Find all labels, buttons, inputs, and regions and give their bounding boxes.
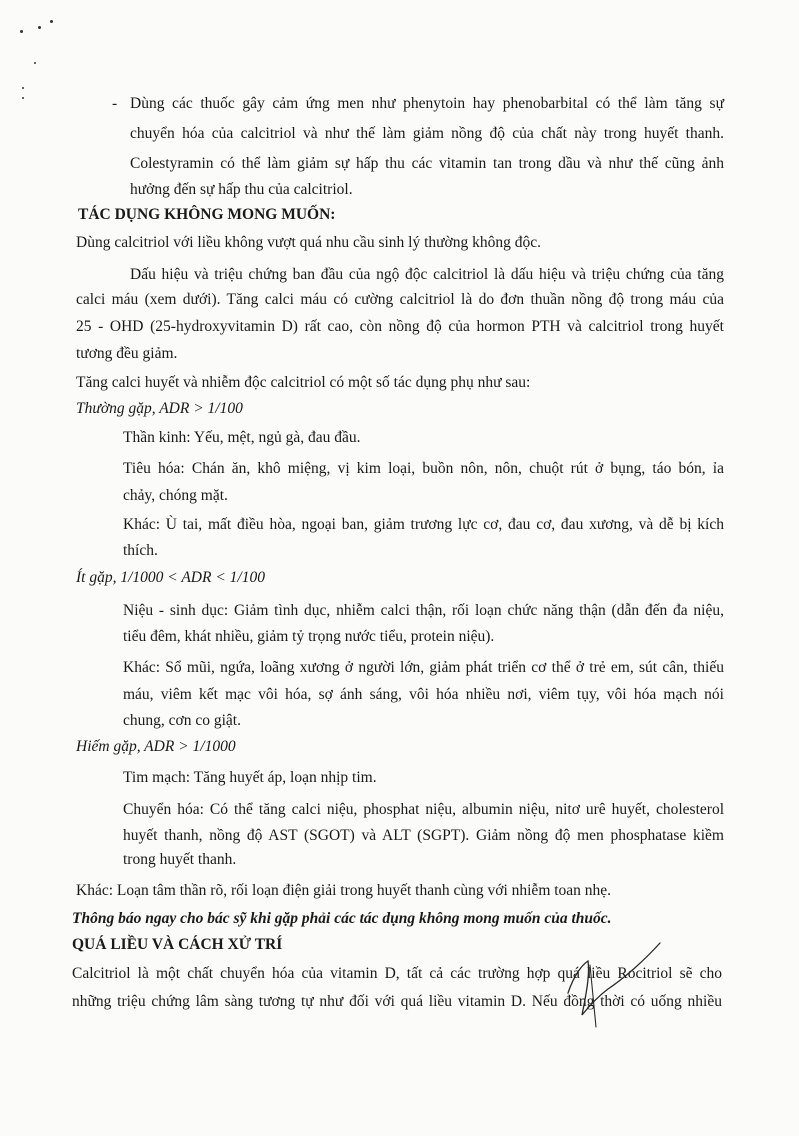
scan-speck	[22, 97, 24, 99]
adverse-para1-line: Dấu hiệu và triệu chứng ban đầu của ngộ độc calcitriol là dấu hiệu và triệu chứng của tăng	[130, 266, 724, 283]
adverse-heading: TÁC DỤNG KHÔNG MONG MUỐN:	[78, 206, 336, 223]
scan-speck	[22, 87, 24, 89]
common-item-line: Thần kinh: Yếu, mệt, ngủ gà, đau đầu.	[123, 429, 361, 446]
uncommon-item-line: máu, viêm kết mạc vôi hóa, sợ ánh sáng, vôi hóa nhiều nơi, viêm tụy, vôi hóa mạch nói	[123, 686, 724, 703]
signature-mark	[560, 935, 670, 1035]
overdose-line: những triệu chứng lâm sàng tương tự như đối với quá liều vitamin D. Nếu đồng thời có uống nhiều	[72, 993, 722, 1010]
scan-speck	[50, 20, 53, 23]
overdose-heading: QUÁ LIỀU VÀ CÁCH XỬ TRÍ	[72, 936, 283, 953]
bullet-line: Dùng các thuốc gây cảm ứng men như phenytoin hay phenobarbital có thể làm tăng sự	[130, 95, 724, 112]
common-title: Thường gặp, ADR > 1/100	[76, 400, 243, 417]
adverse-para2: Tăng calci huyết và nhiễm độc calcitriol có một số tác dụng phụ như sau:	[76, 374, 531, 391]
common-item-line: thích.	[123, 542, 158, 559]
rare-item-line: huyết thanh, nồng độ AST (SGOT) và ALT (SGPT). Giảm nồng độ men phosphatase kiềm	[123, 827, 724, 844]
uncommon-item-line: chung, cơn co giật.	[123, 712, 241, 729]
rare-item-line: Tim mạch: Tăng huyết áp, loạn nhịp tim.	[123, 769, 377, 786]
bullet-line: hưởng đến sự hấp thu của calcitriol.	[130, 181, 353, 198]
uncommon-title: Ít gặp, 1/1000 < ADR < 1/100	[76, 569, 265, 586]
adverse-para1-line: tương đều giảm.	[76, 345, 178, 362]
bullet-dash: -	[112, 95, 118, 112]
adverse-para1-line: 25 - OHD (25-hydroxyvitamin D) rất cao, còn nồng độ của hormon PTH và calcitriol trong huyết	[76, 318, 724, 335]
uncommon-item-line: Khác: Sổ mũi, ngứa, loãng xương ở người lớn, giảm phát triển cơ thể ở trẻ em, sút cân, thiếu	[123, 659, 724, 676]
common-item-line: chảy, chóng mặt.	[123, 487, 228, 504]
bullet-line: chuyển hóa của calcitriol và như thế làm giảm nồng độ của chất này trong huyết thanh.	[130, 125, 724, 142]
bullet-line: Colestyramin có thể làm giảm sự hấp thu các vitamin tan trong dầu và như thế cũng ảnh	[130, 155, 724, 172]
adverse-other: Khác: Loạn tâm thần rõ, rối loạn điện giải trong huyết thanh cùng với nhiễm toan nhẹ.	[76, 882, 612, 899]
common-item-line: Tiêu hóa: Chán ăn, khô miệng, vị kim loại, buồn nôn, nôn, chuột rút ở bụng, táo bón, ỉa	[123, 460, 724, 477]
uncommon-item-line: Niệu - sinh dục: Giảm tình dục, nhiễm calci thận, rối loạn chức năng thận (dẫn đến đa niệu,	[123, 602, 724, 619]
adverse-notice: Thông báo ngay cho bác sỹ khi gặp phải các tác dụng không mong muốn của thuốc.	[72, 910, 612, 927]
rare-title: Hiếm gặp, ADR > 1/1000	[76, 738, 236, 755]
scan-speck	[34, 62, 36, 64]
scan-speck	[20, 30, 23, 33]
uncommon-item-line: tiểu đêm, khát nhiều, giảm tỷ trọng nước tiểu, protein niệu).	[123, 628, 495, 645]
rare-item-line: trong huyết thanh.	[123, 851, 237, 868]
common-item-line: Khác: Ù tai, mất điều hòa, ngoại ban, giảm trương lực cơ, đau cơ, đau xương, và dễ bị kích	[123, 516, 724, 533]
overdose-line: Calcitriol là một chất chuyển hóa của vitamin D, tất cả các trường hợp quá liều Rocitriol sẽ cho	[72, 965, 722, 982]
adverse-intro: Dùng calcitriol với liều không vượt quá nhu cầu sinh lý thường không độc.	[76, 234, 541, 251]
rare-item-line: Chuyển hóa: Có thể tăng calci niệu, phosphat niệu, albumin niệu, nitơ urê huyết, cholesterol	[123, 801, 724, 818]
scan-speck	[38, 26, 41, 29]
adverse-para1-line: calci máu (xem dưới). Tăng calci máu có cường calcitriol là do đơn thuần nồng độ trong máu của	[76, 291, 724, 308]
